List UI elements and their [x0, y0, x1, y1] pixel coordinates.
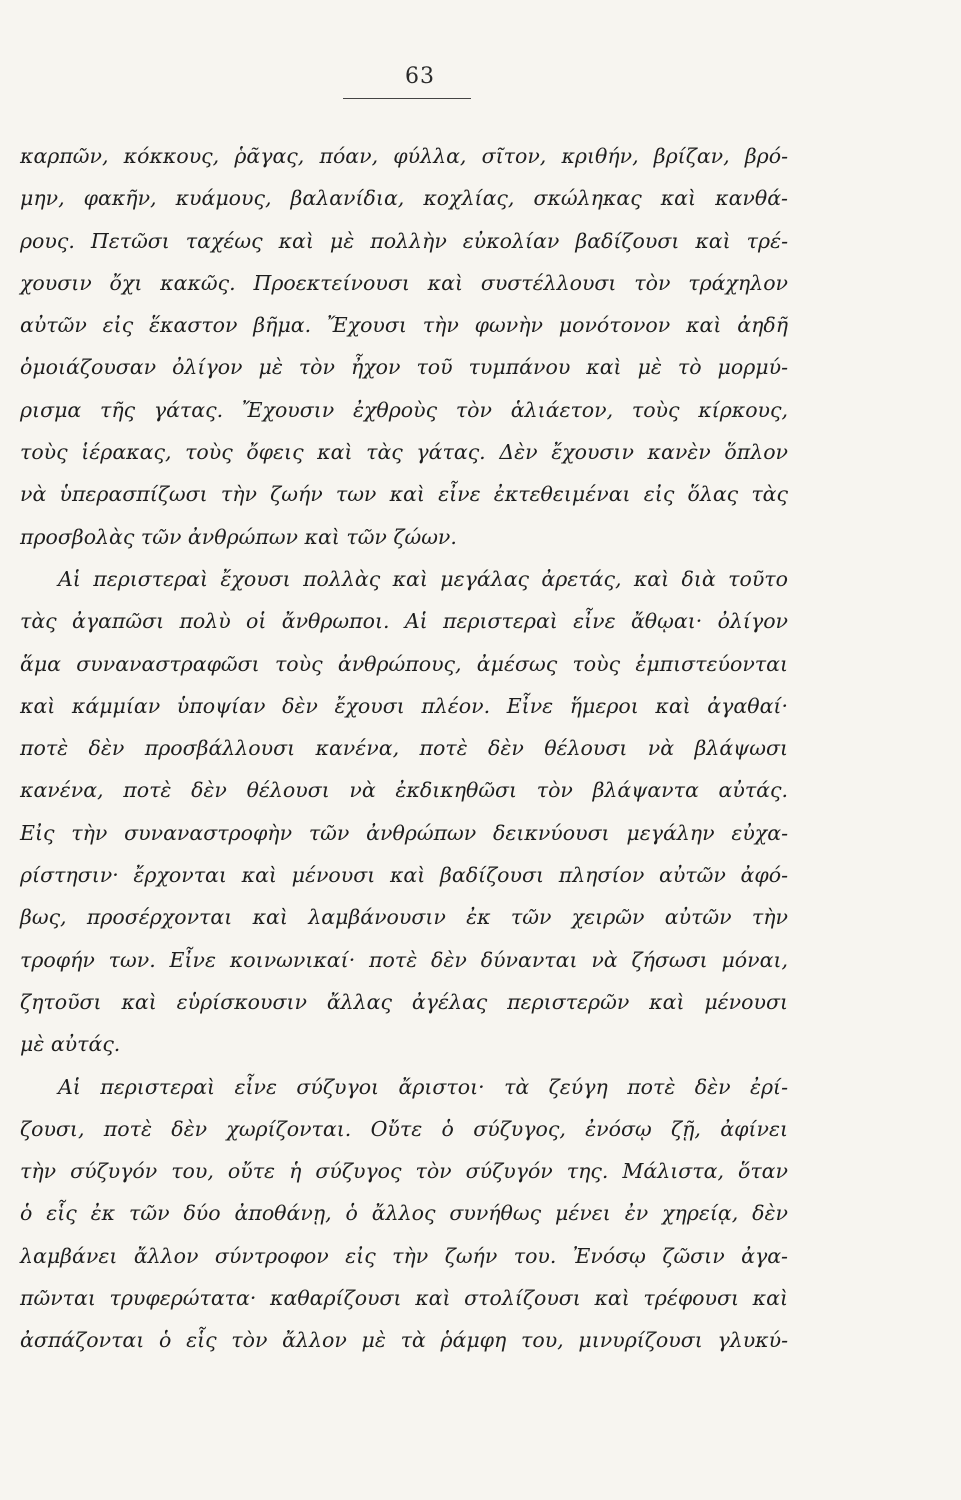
text-line: ἀσπάζονται ὁ εἷς τὸν ἄλλον μὲ τὰ ῥάμφη του, μινυρίζουσι γλυκύ-: [20, 1328, 788, 1353]
text-line: ὁ εἷς ἐκ τῶν δύο ἀποθάνῃ, ὁ ἄλλος συνήθως μένει ἐν χηρείᾳ, δὲν: [20, 1201, 788, 1226]
text-line: τροφήν των. Εἶνε κοινωνικαί· ποτὲ δὲν δύνανται νὰ ζήσωσι μόναι,: [20, 947, 788, 972]
text-line: τὴν σύζυγόν του, οὔτε ἡ σύζυγος τὸν σύζυγόν της. Μάλιστα, ὅταν: [20, 1159, 788, 1184]
text-line: ποτὲ δὲν προσβάλλουσι κανένα, ποτὲ δὲν θέλουσι νὰ βλάψωσι: [20, 736, 788, 761]
page-number: 63: [405, 64, 435, 89]
text-line: κανένα, ποτὲ δὲν θέλουσι νὰ ἐκδικηθῶσι τὸν βλάψαντα αὐτάς.: [20, 778, 788, 803]
text-line: ρίστησιν· ἔρχονται καὶ μένουσι καὶ βαδίζουσι πλησίον αὐτῶν ἀφό-: [20, 863, 788, 888]
text-line: ζητοῦσι καὶ εὑρίσκουσιν ἄλλας ἀγέλας περιστερῶν καὶ μένουσι: [20, 989, 788, 1014]
text-line: μην, φακῆν, κυάμους, βαλανίδια, κοχλίας, σκώληκας καὶ κανθά-: [20, 186, 788, 211]
text-line: Αἱ περιστεραὶ εἶνε σύζυγοι ἄριστοι· τὰ ζεύγη ποτὲ δὲν ἐρί-: [58, 1074, 788, 1099]
text-line: ρους. Πετῶσι ταχέως καὶ μὲ πολλὴν εὐκολίαν βαδίζουσι καὶ τρέ-: [20, 228, 788, 253]
text-line: πῶνται τρυφερώτατα· καθαρίζουσι καὶ στολίζουσι καὶ τρέφουσι καὶ: [20, 1286, 788, 1311]
text-line: τοὺς ἱέρακας, τοὺς ὄφεις καὶ τὰς γάτας. Δὲν ἔχουσιν κανὲν ὅπλον: [20, 440, 788, 465]
text-line: προσβολὰς τῶν ἀνθρώπων καὶ τῶν ζώων.: [20, 524, 457, 549]
text-line: καὶ κάμμίαν ὑποψίαν δὲν ἔχουσι πλέον. Εἶνε ἥμεροι καὶ ἀγαθαί·: [20, 693, 788, 718]
text-line: ρισμα τῆς γάτας. Ἔχουσιν ἐχθροὺς τὸν ἁλιάετον, τοὺς κίρκους,: [20, 397, 788, 422]
text-line: χουσιν ὄχι κακῶς. Προεκτείνουσι καὶ συστέλλουσι τὸν τράχηλον: [20, 270, 788, 295]
text-line: Εἰς τὴν συναναστροφὴν τῶν ἀνθρώπων δεικνύουσι μεγάλην εὐχα-: [20, 820, 788, 845]
text-line: βως, προσέρχονται καὶ λαμβάνουσιν ἐκ τῶν χειρῶν αὐτῶν τὴν: [20, 905, 788, 930]
text-line: μὲ αὐτάς.: [20, 1032, 121, 1057]
text-line: αὐτῶν εἰς ἕκαστον βῆμα. Ἔχουσι τὴν φωνὴν μονότονον καὶ ἀηδῆ: [20, 313, 788, 338]
text-line: ζουσι, ποτὲ δὲν χωρίζονται. Οὔτε ὁ σύζυγος, ἐνόσῳ ζῇ, ἀφίνει: [20, 1116, 788, 1141]
text-line: τὰς ἀγαπῶσι πολὺ οἱ ἄνθρωποι. Αἱ περιστεραὶ εἶνε ἄθῳαι· ὀλίγον: [20, 609, 788, 634]
body-text: [20, 135, 788, 1362]
text-line: νὰ ὑπερασπίζωσι τὴν ζωήν των καὶ εἶνε ἐκτεθειμέναι εἰς ὅλας τὰς: [20, 482, 788, 507]
text-line: καρπῶν, κόκκους, ῥᾶγας, πόαν, φύλλα, σῖτον, κριθήν, βρίζαν, βρό-: [20, 144, 788, 168]
text-line: Αἱ περιστεραὶ ἔχουσι πολλὰς καὶ μεγάλας ἀρετάς, καὶ διὰ τοῦτο: [58, 566, 788, 591]
text-line: ἅμα συναναστραφῶσι τοὺς ἀνθρώπους, ἀμέσως τοὺς ἐμπιστεύονται: [20, 651, 788, 676]
text-line: λαμβάνει ἄλλον σύντροφον εἰς τὴν ζωήν του. Ἐνόσῳ ζῶσιν ἀγα-: [20, 1243, 788, 1268]
page-number-rule: [343, 98, 471, 99]
text-line: ὁμοιάζουσαν ὀλίγον μὲ τὸν ἦχον τοῦ τυμπάνου καὶ μὲ τὸ μορμύ-: [20, 355, 788, 380]
